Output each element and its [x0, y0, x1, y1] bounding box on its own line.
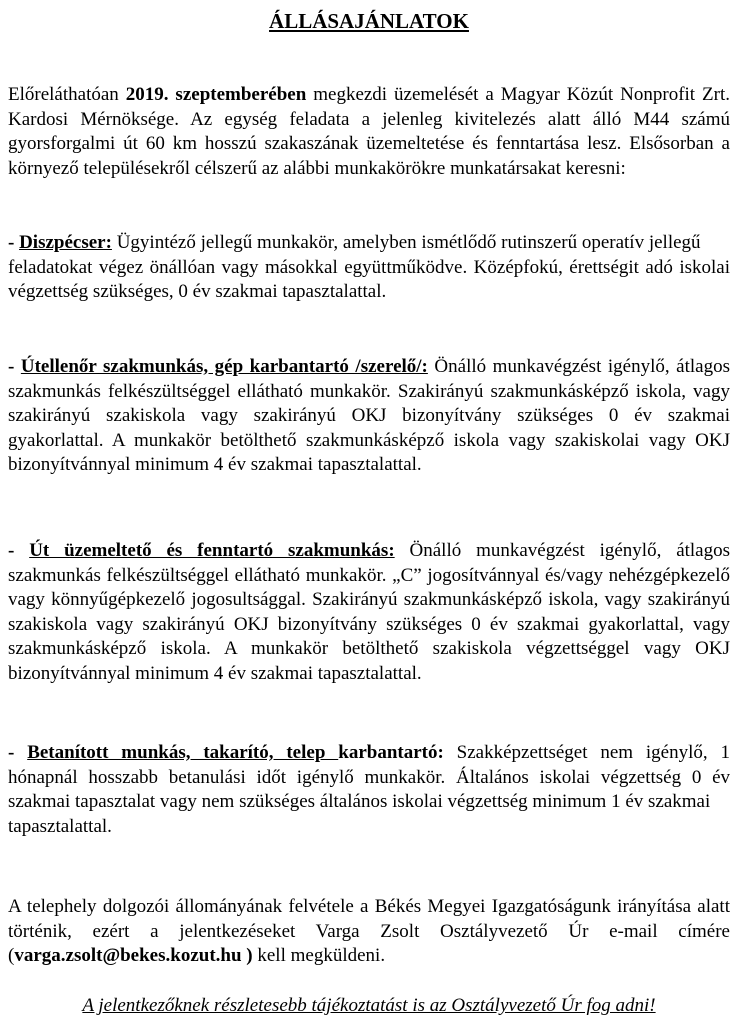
closing-text-end: kell megküldeni. — [252, 945, 386, 967]
job-dash: - — [8, 540, 30, 561]
intro-text-rest: megkezdi üzemelését a Magyar Közút Nonprofit Zrt. Kardosi Mérnöksége. Az egység feladata a jelenleg kivitelezés alatt álló M44 számú gyorsforgalmi út 60 km hosszú szakaszának üzemeltetése és fenntartása lesz. Elsősorban a környező településekről célszerű az alábbi munkakörökre munkatársakat keresni: — [8, 84, 730, 179]
job-road-maintenance-title: Út üzemeltető és fenntartó szakmunkás: — [29, 540, 395, 561]
job-unskilled — [8, 741, 730, 839]
closing-paragraph — [8, 895, 730, 969]
job-dash: - — [8, 232, 20, 253]
job-road-maintenance — [8, 539, 730, 687]
job-road-maintenance-text: Önálló munkavégzést igénylő, átlagos szakmunkás felkészültséggel ellátható munkakör. „C” jogosítvánnyal és/vagy nehézgépkezelő vagy könnyűgépkezelő jogosultsággal. Szakirányú szakmunkásképző iskola, vagy szakirányú szakiskola vagy szakirányú OKJ bizonyítvány szükséges 0 év szakmai gyakorlattal, vagy szakmunkásképző iskola. A munkakör betölthető szakiskola végzettséggel vagy OKJ bizonyítvánnyal minimum 4 év szakmai tapasztalattal. — [8, 540, 731, 684]
job-road-inspector — [8, 355, 730, 478]
start-date: 2019. szeptemberében — [125, 84, 307, 105]
job-unskilled-text-a: Szakképzettséget nem igénylő, 1 hónapnál hosszabb betanulási időt igénylő munkakör. Általános iskolai végzettség 0 év szakmai tapasztalat vagy nem szükséges általános iskolai végzettség minimum 1 év szakmai — [8, 742, 730, 813]
job-dispatcher-text-b: feladatokat végez önállóan vagy másokkal együttműködve. Középfokú, érettségit adó iskolai végzettség szükséges, 0 év szakmai tapasztalattal. — [8, 256, 730, 303]
footer-note: A jelentkezőknek részletesebb tájékoztatást is az Osztályvezető Úr fog adni! — [82, 995, 656, 1016]
job-unskilled-title-rest: karbantartó: — [338, 742, 444, 763]
job-dispatcher — [8, 231, 730, 305]
job-unskilled-title: Betanított munkás, takarító, telep — [27, 742, 339, 763]
intro-text-start: Előreláthatóan — [8, 84, 126, 105]
job-dispatcher-first — [8, 231, 730, 256]
closing-text-start: A telephely dolgozói állományának felvétele a Békés Megyei Igazgatóságunk irányítása alatt történik, ezért a jelentkezéseket Varga Zsolt Osztályvezető Úr e-mail címére ( — [8, 896, 730, 967]
job-dash: - — [8, 742, 28, 763]
page-title: ÁLLÁSAJÁNLATOK — [269, 9, 469, 33]
job-dispatcher-text-a: Ügyintéző jellegű munkakör, amelyben ismétlődő rutinszerű operatív jellegű — [111, 232, 701, 253]
contact-email: varga.zsolt@bekes.kozut.hu ) — [14, 945, 253, 967]
job-unskilled-text-b: tapasztalattal. — [8, 815, 112, 837]
job-road-inspector-text: Önálló munkavégzést igénylő, átlagos szakmunkás felkészültséggel ellátható munkakör. Szakirányú szakmunkásképző iskola, vagy szakirányú szakiskola vagy szakirányú OKJ bizonyítvány szükséges 0 év szakmai gyakorlattal. A munkakör betölthető szakmunkásképző iskola vagy szakiskolai vagy OKJ bizonyítvánnyal minimum 4 év szakmai tapasztalattal. — [8, 356, 730, 476]
job-unskilled-body — [8, 742, 730, 812]
job-dispatcher-title: Diszpécser: — [19, 232, 112, 253]
job-dash: - — [8, 356, 21, 377]
job-road-inspector-title: Útellenőr szakmunkás, gép karbantartó /szerelő/: — [20, 356, 428, 377]
intro-paragraph — [8, 83, 730, 181]
